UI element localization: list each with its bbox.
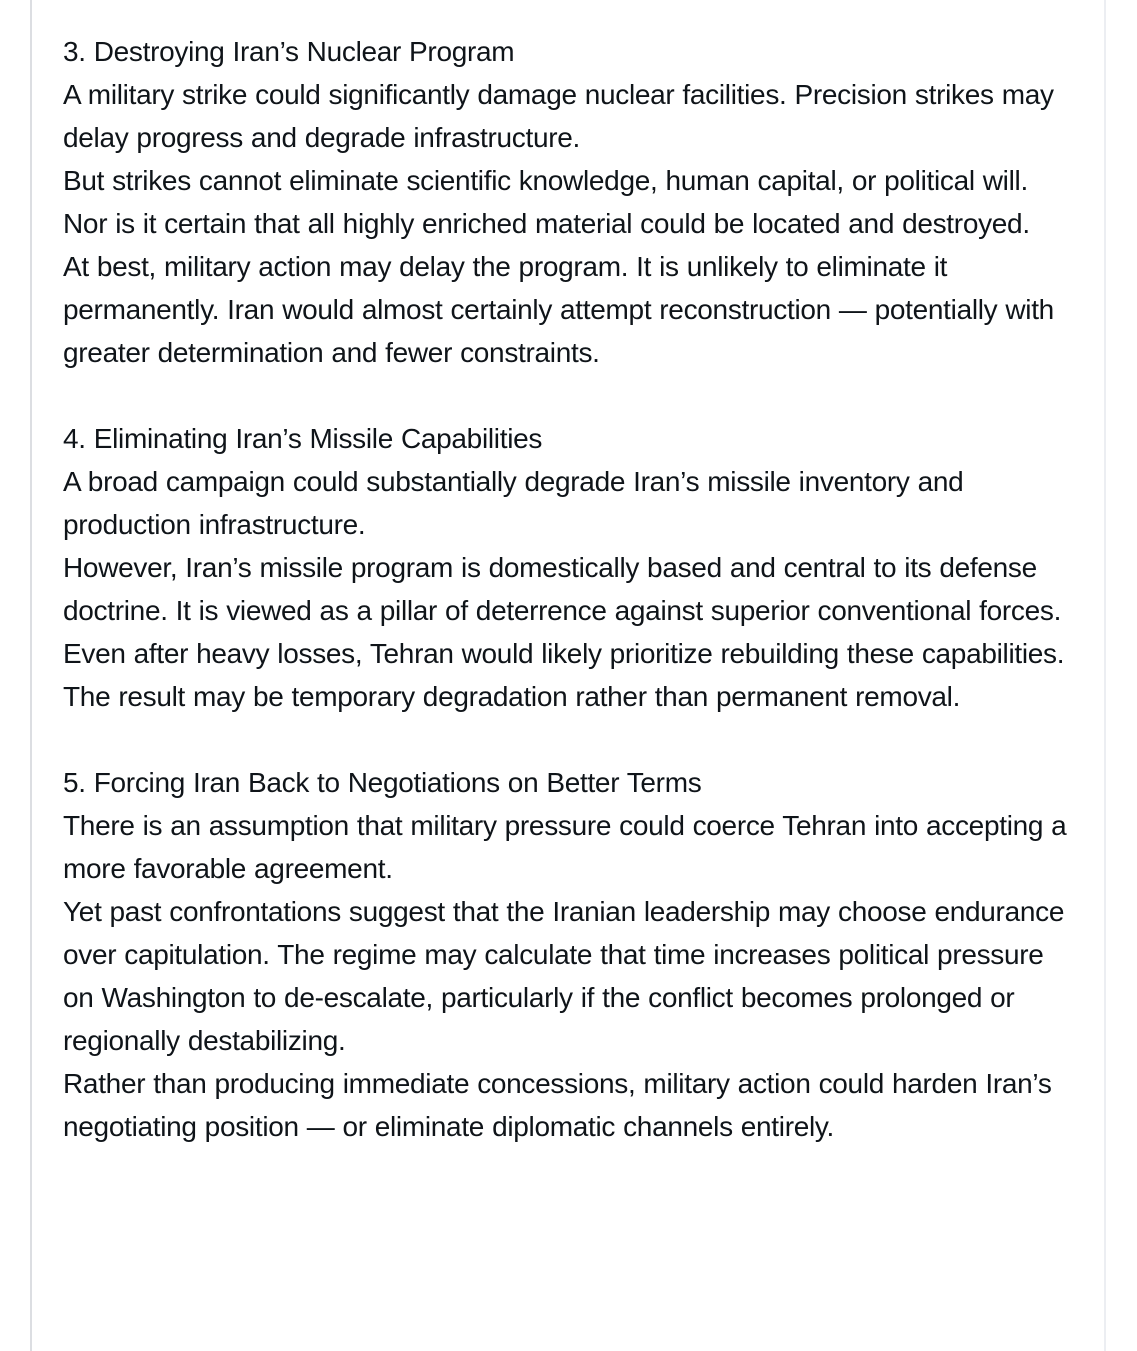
paragraph: A military strike could significantly damage nuclear facilities. Precision strikes may delay progress and degrade infrastructure. <box>63 79 1054 153</box>
section-heading: 5. Forcing Iran Back to Negotiations on Better Terms <box>63 767 702 798</box>
paragraph: At best, military action may delay the program. It is unlikely to eliminate it permanently. Iran would almost certainly attempt reconstruction — potentially with greater determination and fewer constraints. <box>63 251 1054 368</box>
section-heading: 4. Eliminating Iran’s Missile Capabilities <box>63 423 543 454</box>
section <box>63 761 1074 1148</box>
paragraph: However, Iran’s missile program is domestically based and central to its defense doctrine. It is viewed as a pillar of deterrence against superior conventional forces. Even after heavy losses, Tehran would likely prioritize rebuilding these capabilities. <box>63 552 1065 669</box>
section-heading: 3. Destroying Iran’s Nuclear Program <box>63 36 515 67</box>
right-column-rule <box>1104 0 1106 1351</box>
section <box>63 417 1074 718</box>
post-text-body <box>63 30 1074 1148</box>
paragraph: But strikes cannot eliminate scientific knowledge, human capital, or political will. Nor is it certain that all highly enriched material could be located and destroyed. <box>63 165 1030 239</box>
paragraph: The result may be temporary degradation rather than permanent removal. <box>63 681 961 712</box>
paragraph: Rather than producing immediate concessions, military action could harden Iran’s negotiating position — or eliminate diplomatic channels entirely. <box>63 1068 1052 1142</box>
paragraph: There is an assumption that military pressure could coerce Tehran into accepting a more favorable agreement. <box>63 810 1067 884</box>
paragraph: A broad campaign could substantially degrade Iran’s missile inventory and production infrastructure. <box>63 466 964 540</box>
section <box>63 30 1074 374</box>
paragraph: Yet past confrontations suggest that the Iranian leadership may choose endurance over capitulation. The regime may calculate that time increases political pressure on Washington to de-escalate, particularly if the conflict becomes prolonged or regionally destabilizing. <box>63 896 1065 1056</box>
content-column <box>32 0 1104 1351</box>
